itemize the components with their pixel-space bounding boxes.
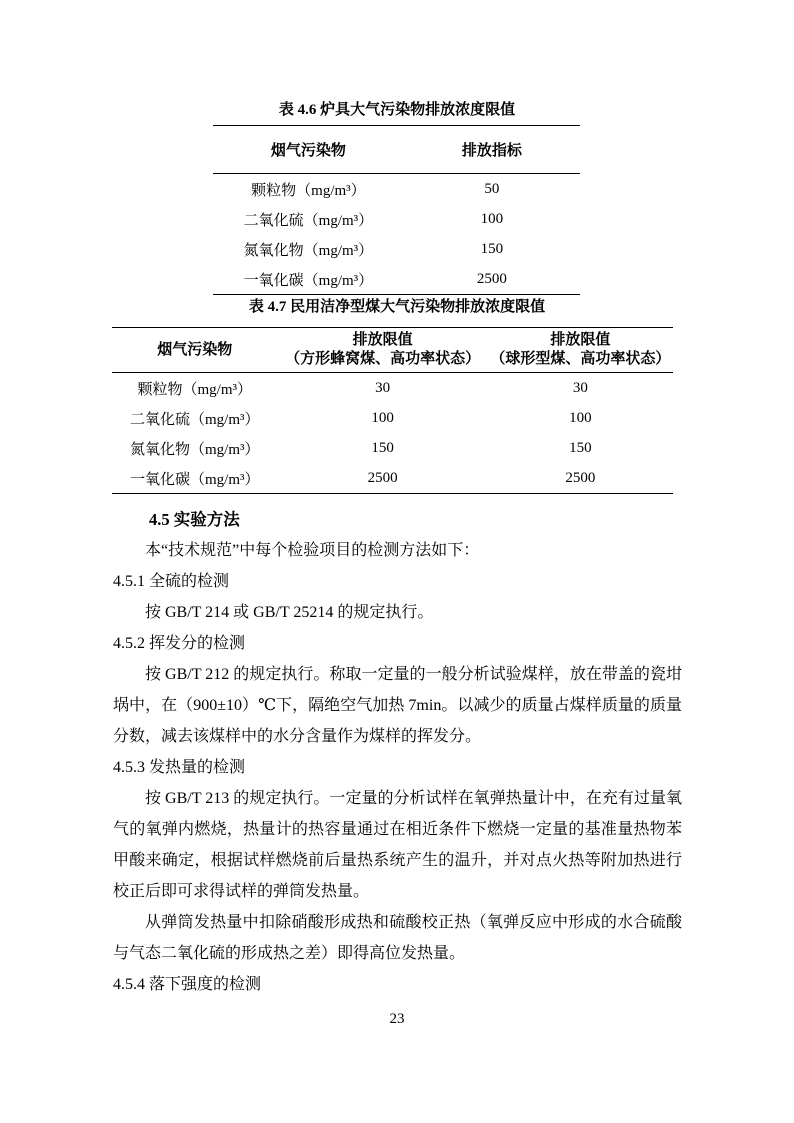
pollutant-cell: 一氧化碳（mg/m³）	[129, 471, 260, 488]
subsection-body-4-5-2: 按 GB/T 212 的规定执行。称取一定量的一般分析试验煤样，放在带盖的瓷坩埚中，在（900±10）℃下，隔绝空气加热 7min。以减少的质量占煤样质量的质量分数，减去该煤样中的水分含量作为煤样的挥发分。	[113, 666, 682, 745]
column-header: 烟气污染物	[213, 126, 404, 174]
table-4-7	[112, 327, 673, 494]
subsection-title-4-5-3: 4.5.3 发热量的检测	[113, 759, 246, 776]
table-4-7-header-row	[112, 328, 673, 373]
subsection-title-4-5-1: 4.5.1 全硫的检测	[113, 573, 230, 590]
value-cell: 2500	[565, 469, 596, 486]
pollutant-cell: 颗粒物（mg/m³）	[137, 381, 252, 398]
table-row	[213, 264, 580, 295]
pollutant-cell: 二氧化硫（mg/m³）	[243, 212, 374, 229]
value-cell: 100	[569, 409, 592, 426]
column-header-line1: 排放限值	[352, 332, 413, 348]
column-header	[112, 328, 277, 373]
value-cell: 30	[375, 379, 391, 396]
subsection-body-4-5-1: 按 GB/T 214 或 GB/T 25214 的规定执行。	[145, 604, 434, 621]
subsection-body-4-5-3-p2: 从弹筒发热量中扣除硝酸形成热和硫酸校正热（氧弹反应中形成的水合硫酸与气态二氧化硫的形成热之差）即得高位发热量。	[113, 914, 682, 962]
value-cell: 50	[484, 180, 500, 197]
page-number: 23	[389, 1011, 405, 1027]
column-header-line1: 排放限值	[550, 332, 611, 348]
pollutant-cell: 氮氧化物（mg/m³）	[129, 441, 260, 458]
subsection-title-4-5-2: 4.5.2 挥发分的检测	[113, 635, 246, 652]
table-row	[213, 234, 580, 264]
column-header-line2: （方形蜂窝煤、高功率状态）	[285, 351, 481, 367]
table-row	[112, 463, 673, 494]
value-cell: 2500	[367, 469, 398, 486]
pollutant-cell: 颗粒物（mg/m³）	[251, 182, 366, 199]
intro-paragraph: 本“技术规范”中每个检验项目的检测方法如下：	[145, 542, 480, 559]
table-row	[112, 433, 673, 463]
section-heading-4-5: 4.5 实验方法	[149, 510, 240, 529]
subsection-title-4-5-4: 4.5.4 落下强度的检测	[113, 976, 262, 993]
column-header	[488, 328, 673, 373]
table-4-6	[213, 125, 580, 295]
table-row	[112, 373, 673, 404]
subsection-body-4-5-3-p1: 按 GB/T 213 的规定执行。一定量的分析试样在氧弹热量计中，在充有过量氧气的氧弹内燃烧，热量计的热容量通过在相近条件下燃烧一定量的基准量热物苯甲酸来确定，根据试样燃烧前后量热系统产生的温升，并对点火热等附加热进行校正后即可求得试样的弹筒发热量。	[113, 790, 682, 900]
table-row	[213, 174, 580, 205]
body-text	[113, 504, 682, 1000]
value-cell: 2500	[476, 270, 507, 287]
table-4-6-caption: 表 4.6 炉具大气污染物排放浓度限值	[278, 102, 516, 118]
value-cell: 100	[480, 210, 504, 227]
table-4-7-caption: 表 4.7 民用洁净型煤大气污染物排放浓度限值	[248, 299, 546, 315]
value-cell: 150	[480, 240, 504, 257]
table-4-6-header-row	[213, 126, 580, 174]
pollutant-cell: 氮氧化物（mg/m³）	[243, 242, 374, 259]
column-header-line2: （球形型煤、高功率状态）	[490, 351, 671, 367]
pollutant-cell: 二氧化硫（mg/m³）	[129, 411, 260, 428]
value-cell: 30	[572, 379, 588, 396]
table-row	[213, 204, 580, 234]
column-header	[277, 328, 487, 373]
value-cell: 150	[569, 439, 592, 456]
column-header: 排放指标	[404, 126, 580, 174]
table-row	[112, 403, 673, 433]
value-cell: 100	[371, 409, 394, 426]
column-header-text: 烟气污染物	[157, 341, 233, 358]
value-cell: 150	[371, 439, 394, 456]
pollutant-cell: 一氧化碳（mg/m³）	[243, 272, 374, 289]
